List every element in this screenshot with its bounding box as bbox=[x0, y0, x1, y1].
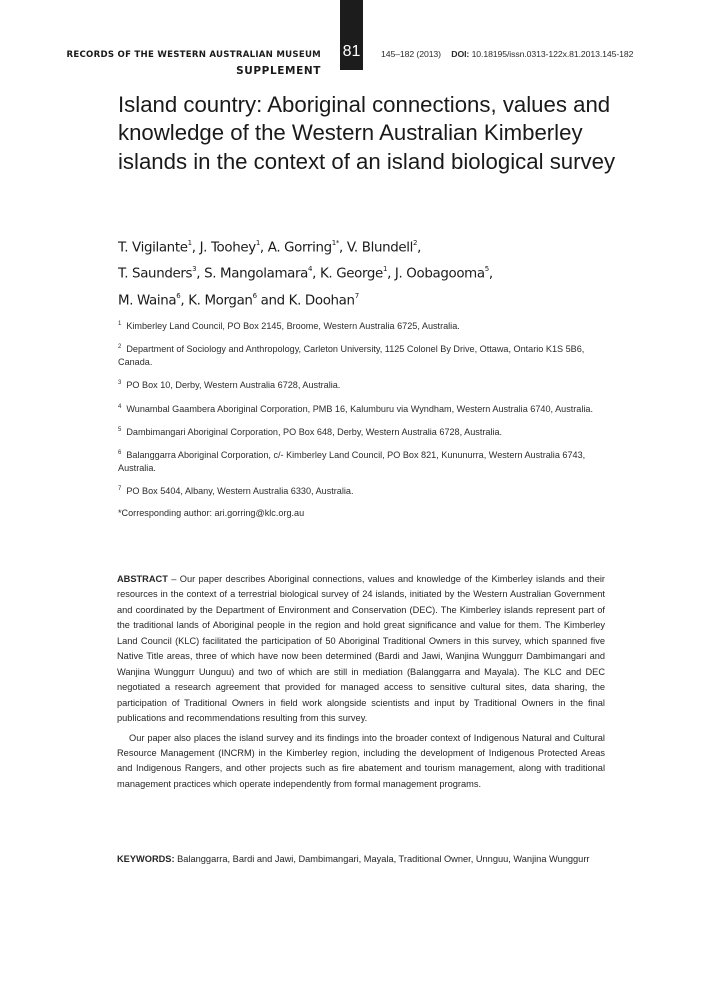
author-separator: and bbox=[256, 293, 289, 309]
author-separator: , bbox=[417, 240, 422, 256]
author-name: T. Saunders bbox=[118, 266, 193, 282]
author-affil-mark: 1 bbox=[382, 265, 388, 274]
author-list bbox=[118, 233, 638, 312]
journal-supplement: SUPPLEMENT bbox=[236, 65, 321, 77]
affiliation-number: 1 bbox=[118, 321, 122, 327]
doi-value: 10.18195/issn.0313-122x.81.2013.145-182 bbox=[471, 49, 634, 59]
author-affil-mark: 4 bbox=[308, 265, 313, 274]
author-separator: , bbox=[180, 293, 189, 309]
author-line bbox=[118, 233, 638, 259]
keywords-text: Balanggarra, Bardi and Jawi, Dambimangari, Mayala, Traditional Owner, Unnguu, Wanjina Wunggurr bbox=[174, 854, 590, 864]
author-name: S. Mangolamara bbox=[204, 266, 309, 282]
author-name: J. Oobagooma bbox=[394, 266, 485, 282]
author-affil-mark: 1* bbox=[331, 239, 340, 247]
page-number-tab bbox=[340, 0, 363, 70]
affiliation-text: Dambimangari Aboriginal Corporation, PO Box 648, Derby, Western Australia 6728, Australia. bbox=[126, 426, 503, 437]
affiliation-text: PO Box 10, Derby, Western Australia 6728, Australia. bbox=[126, 380, 341, 391]
author-affil-mark: 6 bbox=[176, 291, 181, 300]
abstract-paragraph: Our paper also places the island survey and its findings into the broader context of Indigenous Natural and Cultural Resource Management (INCRM) in the Kimberley region, including the development of Indigenous Protected Areas and Indigenous Rangers, and other projects such as fire abatement and tourism management, along with traditional management practices which operate independently from formal management programs. bbox=[117, 732, 605, 789]
author-separator: , bbox=[339, 240, 347, 256]
affiliation bbox=[118, 341, 608, 370]
affiliation-number: 3 bbox=[118, 380, 122, 387]
author-name: K. George bbox=[319, 266, 383, 282]
author-affil-mark: 5 bbox=[484, 265, 489, 274]
citation-line bbox=[381, 48, 633, 60]
doi-label: DOI: bbox=[451, 49, 470, 59]
page-number: 81 bbox=[342, 43, 361, 60]
author-separator: , bbox=[387, 266, 395, 282]
author-name: T. Vigilante bbox=[118, 240, 188, 256]
author-affil-mark: 1 bbox=[255, 239, 260, 247]
author-name: K. Morgan bbox=[188, 293, 253, 309]
author-name: K. Doohan bbox=[288, 293, 355, 309]
affiliation-number: 7 bbox=[118, 486, 122, 492]
page-range: 145–182 (2013) bbox=[381, 49, 441, 59]
affiliation bbox=[118, 447, 608, 476]
affiliation-text: Department of Sociology and Anthropology, Carleton University, 1125 Colonel By Drive, Ottawa, Ontario K1S 5B6, Canada. bbox=[118, 344, 585, 368]
affiliation-text: Balanggarra Aboriginal Corporation, c/- Kimberley Land Council, PO Box 821, Kununurra, Western Australia 6743, Australia. bbox=[118, 449, 586, 473]
author-separator: , bbox=[312, 266, 320, 282]
affiliation bbox=[118, 377, 608, 392]
affiliation bbox=[118, 483, 608, 498]
abstract-label: ABSTRACT bbox=[117, 574, 168, 584]
article-title: Island country: Aboriginal connections, values and knowledge of the Western Australian Kimberley islands in the context of an island biological survey bbox=[118, 92, 616, 174]
author-line bbox=[118, 286, 638, 312]
affiliation bbox=[118, 401, 608, 416]
author-name: A. Gorring bbox=[267, 240, 332, 256]
abstract-paragraph bbox=[117, 572, 605, 727]
author-separator: , bbox=[191, 240, 200, 256]
author-name: M. Waina bbox=[118, 293, 177, 309]
affiliation-number: 6 bbox=[118, 449, 122, 456]
affiliation-number: 5 bbox=[118, 426, 122, 433]
corresponding-author: *Corresponding author: ari.gorring@klc.org.au bbox=[118, 508, 305, 519]
author-affil-mark: 7 bbox=[354, 291, 359, 300]
keywords bbox=[117, 852, 605, 867]
affiliation-text: PO Box 5404, Albany, Western Australia 6330, Australia. bbox=[126, 486, 354, 497]
affiliation-text: Kimberley Land Council, PO Box 2145, Broome, Western Australia 6725, Australia. bbox=[126, 321, 460, 332]
affiliation bbox=[118, 424, 608, 439]
author-separator: , bbox=[488, 266, 493, 282]
affiliation bbox=[118, 318, 608, 333]
author-affil-mark: 1 bbox=[187, 239, 192, 247]
abstract bbox=[117, 572, 605, 792]
abstract-text: – Our paper describes Aboriginal connections, values and knowledge of the Kimberley islands and their resources in the context of a terrestrial biological survey of 24 islands, initiated by the Western Australian Government and coordinated by the Department of Environment and Conservation (DEC). The Kimberley islands represent part of the traditional lands of Aboriginal people in the region and hold great significance and value for them. The Kimberley Land Council (KLC) facilitated the participation of 50 Aboriginal Traditional Owners in this survey, which spanned five Native Title areas, three of which have now been determined (Bardi and Jawi, Wanjina Wunggurr Dambimangari and Wanjina Wunggurr Uunguu) and two of which are still in mediation (Balanggarra and Mayala). The KLC and DEC negotiated a research agreement that provided for managed access to sensitive cultural sites, data sharing, the participation of Traditional Owners in field work alongside scientists and input by Traditional Owners in the final publications and recommendations resulting from this survey. bbox=[117, 574, 605, 724]
author-affil-mark: 3 bbox=[192, 265, 197, 274]
journal-name: RECORDS OF THE WESTERN AUSTRALIAN MUSEUM bbox=[66, 50, 321, 60]
author-line bbox=[118, 259, 638, 285]
affiliation-number: 4 bbox=[118, 403, 122, 410]
author-separator: , bbox=[259, 240, 268, 256]
affiliation-list bbox=[118, 318, 608, 521]
affiliation-number: 2 bbox=[118, 344, 122, 351]
keywords-label: KEYWORDS: bbox=[117, 854, 175, 864]
author-name: J. Toohey bbox=[199, 240, 256, 256]
author-separator: , bbox=[196, 266, 205, 282]
journal-header bbox=[66, 47, 321, 79]
author-affil-mark: 6 bbox=[252, 291, 257, 300]
author-name: V. Blundell bbox=[346, 240, 413, 256]
affiliation-text: Wunambal Gaambera Aboriginal Corporation, PMB 16, Kalumburu via Wyndham, Western Australia 6740, Australia. bbox=[126, 403, 593, 414]
author-affil-mark: 2 bbox=[413, 239, 418, 247]
